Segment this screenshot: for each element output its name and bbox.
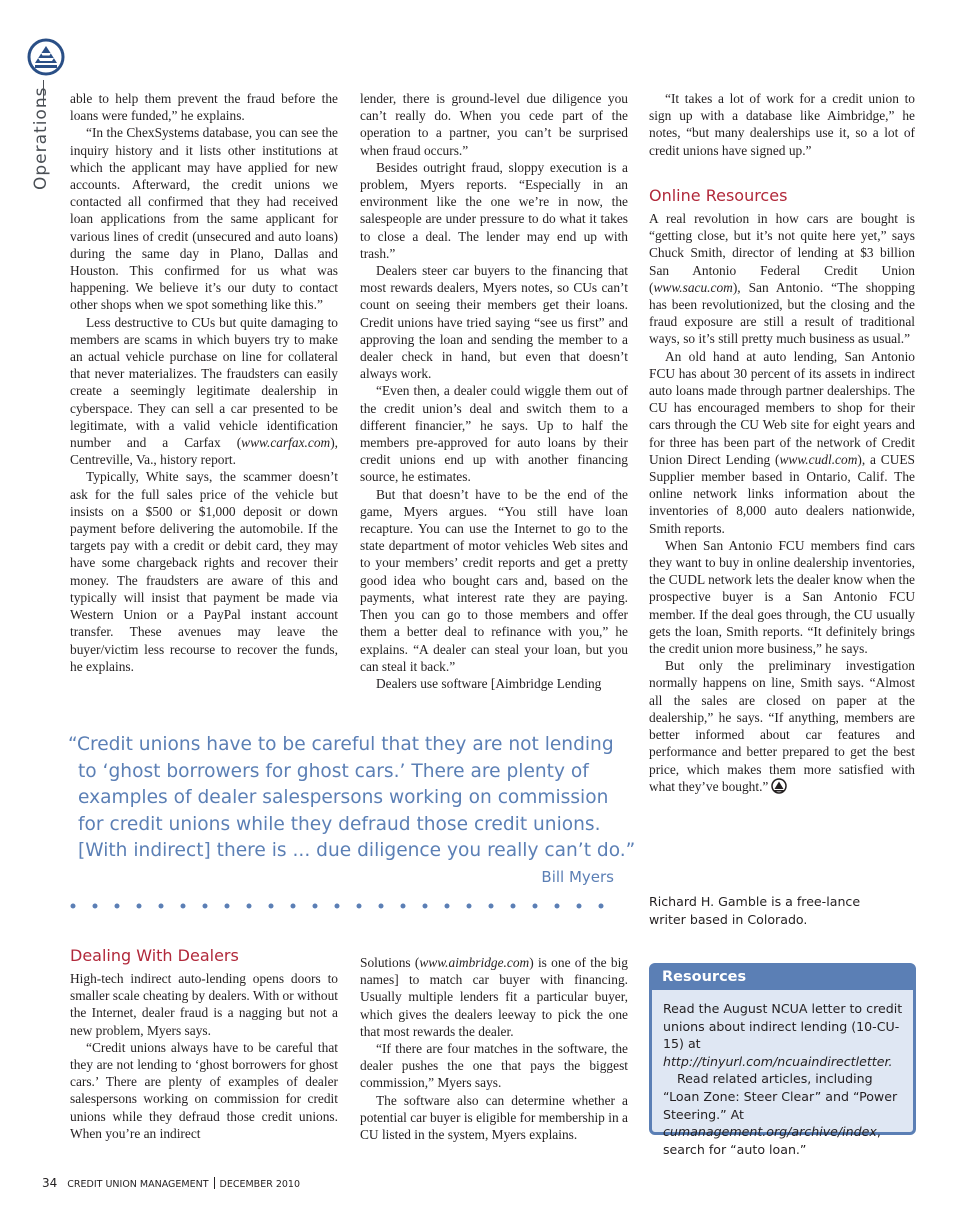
pull-quote-line: [With indirect] there is ... due diligence you really can’t do.” <box>78 840 636 861</box>
resources-sidebar <box>649 963 916 1157</box>
article-column-2 <box>360 90 628 692</box>
paragraph: “It takes a lot of work for a credit union to sign up with a database like Aimbridge,” he notes, “but many dealerships use it, so a lot of credit unions have signed up.” <box>649 91 915 158</box>
paragraph: But that doesn’t have to be the end of the game, Myers argues. “You still have loan recapture. You can use the Internet to go to the state department of motor vehicles Web sites and to your members’ credit reports and get a pretty good idea who bought cars and, based on the payments, what interest rate they are paying. Then you can go to those members and offer them a better deal to refinance with you,” he explains. “A dealer can steal your loan, but you can steal it back.” <box>360 486 628 674</box>
paragraph: Typically, White says, the scammer doesn’t ask for the full sales price of the vehicle but insists on a $500 or $1,000 deposit or down payment before delivering the automobile. If the targets pay with a credit or debit card, they may have some chargeback rights and recover their money. The fraudsters are aware of this and typically will insist that payment be made via Western Union or a PayPal instant account transfer. These avenues may leave the buyer/victim less recourse to recover the funds, he explains. <box>70 469 338 674</box>
paragraph: The software also can determine whether a potential car buyer is eligible for membership in a CU listed in the system, Myers explains. <box>360 1092 628 1143</box>
pull-quote-line: to ‘ghost borrowers for ghost cars.’ There are plenty of <box>78 760 589 782</box>
paragraph: “If there are four matches in the software, the dealer pushes the one that pays the biggest commission,” Myers says. <box>360 1041 628 1091</box>
paragraph: But only the preliminary investigation normally happens on line, Smith says. “Almost all the sales are closed on paper at the dealership,” he says. “If anything, members are better informed about car features and performance and better prepared to get the best price, which makes them more satisfied with what they’ve bought.” <box>649 658 915 794</box>
paragraph: Less destructive to CUs but quite damaging to members are scams in which buyers try to make an actual vehicle purchase on line for collateral that never materializes. The fraudsters can easily create a seemingly legitimate dealership in cyberspace. They can sell a car presented to be legitimate, with a valid vehicle identification number and a Carfax (www.carfax.com), Centreville, Va., history report. <box>70 314 338 468</box>
archive-link[interactable]: cumanagement.org/archive/index <box>663 1124 877 1140</box>
ncua-letter-link[interactable]: http://tinyurl.com/ncuaindirectletter. <box>663 1053 893 1069</box>
publication-name: CREDIT UNION MANAGEMENT <box>67 1179 209 1190</box>
pull-quote-line: examples of dealer salespersons working on commission <box>78 787 609 808</box>
paragraph: Besides outright fraud, sloppy execution is a problem, Myers reports. “Especially in an environment like the one we’re in now, the salespeople are under pressure to do what it takes to close a deal. The lender may end up with trash.” <box>360 159 628 261</box>
carfax-link[interactable]: www.carfax.com <box>241 435 331 451</box>
paragraph: High-tech indirect auto-lending opens doors to smaller scale cheating by dealers. With or without the Internet, dealer fraud is a nagging but not a new problem, Myers says. <box>70 971 338 1038</box>
pull-quote <box>68 732 636 865</box>
section-label: Operations <box>31 86 51 190</box>
paragraph: lender, there is ground-level due diligence you can’t really do. When you cede part of the operation to a partner, you can’t be surprised when fraud occurs.” <box>360 91 628 158</box>
sidebar-body <box>652 990 913 1158</box>
paragraph: Solutions (www.aimbridge.com) is one of the big names] to match car buyer with financing. Usually multiple lenders fit a particular buyer, which gives the dealers leeway to pick the one that most rewards the dealer. <box>360 955 628 1039</box>
cudl-link[interactable]: www.cudl.com <box>779 451 858 467</box>
pull-quote-attribution: Bill Myers <box>541 868 614 886</box>
paragraph: Dealers use software [Aimbridge Lending <box>376 675 602 691</box>
paragraph: “Even then, a dealer could wiggle them out of the credit union’s deal and switch them to a different financier,” he says. Up to half the members pre-approved for auto loans by their credit unions end up with another financing source, he estimates. <box>360 383 628 485</box>
subhead-online-resources: Online Resources <box>649 186 788 205</box>
article-column-3-continued <box>649 210 915 795</box>
page-footer <box>42 1176 300 1190</box>
paragraph: An old hand at auto lending, San Antonio FCU has about 30 percent of its assets in indirect auto loans made through partner dealerships. The CU has encouraged members to shop for their cars through the CU Web site for eight years and for three has been part of the network of Credit Union Direct Lending (www.cudl.com), a CUES Supplier member based in Ontario, Calif. The online network links information about the inventories of 8,000 auto dealers nationwide, Smith reports. <box>649 348 915 536</box>
pull-quote-line: for credit unions while they defraud those credit unions. <box>78 813 601 835</box>
aimbridge-link[interactable]: www.aimbridge.com <box>419 955 530 970</box>
pull-quote-line: “Credit unions have to be careful that they are not lending <box>68 734 614 755</box>
paragraph: “In the ChexSystems database, you can see the inquiry history and it lists other institutions at which the applicant may have applied for new accounts. Afterward, the credit unions we contacted all confirmed that they had received loan applications from the same applicant for various lines of credit (unsecured and auto loans) during the same day in Plano, Dallas and Houston. This confirmed for us what was happening. We believe it’s our duty to contact other shops when we spot something like this.” <box>70 125 338 313</box>
page-number: 34 <box>42 1176 58 1190</box>
paragraph: able to help them prevent the fraud before the loans were funded,” he explains. <box>70 91 338 124</box>
paragraph: “Credit unions always have to be careful that they are not lending to ‘ghost borrowers for ghost cars.’ There are plenty of examples of dealer salespersons working on commission for credit unions while they defraud those credit unions. When you’re an indirect <box>70 1039 338 1141</box>
paragraph: When San Antonio FCU members find cars they want to buy in online dealership inventories, the CUDL network lets the dealer know when the prospective buyer is a San Antonio FCU member. If the deal goes through, the CU usually gets the loan, Smith reports. “It definitely brings the credit union more business,” he says. <box>649 537 915 657</box>
footer-separator <box>214 1177 215 1189</box>
sidebar-paragraph: Read the August NCUA letter to credit unions about indirect lending (10-CU-15) at http://tinyurl.com/ncuaindirectletter. <box>663 1001 903 1069</box>
article-column-1 <box>70 90 338 675</box>
paragraph: Dealers steer car buyers to the financing that most rewards dealers, Myers notes, so CUs can’t count on seeing their members get their loans. Credit unions have tried saying “see us first” and approving the loan and sending the member to a dealer check in hand, but even that doesn’t always work. <box>360 263 628 382</box>
issue-date: DECEMBER 2010 <box>219 1179 300 1190</box>
paragraph: A real revolution in how cars are bought is “getting close, but it’s not quite here yet,” says Chuck Smith, director of lending at $3 billion San Antonio Federal Credit Union (www.sacu.com), San Antonio. “The shopping has been revolutionized, but the closing and the fraud exposure are still a result of traditional ways, so it’s still pretty much business as usual.” <box>649 211 915 347</box>
article-column-1-bottom <box>70 970 338 1142</box>
article-column-3 <box>649 90 915 159</box>
sacu-link[interactable]: www.sacu.com <box>653 279 733 295</box>
sidebar-title: Resources <box>652 966 913 990</box>
article-column-2-bottom <box>360 954 628 1143</box>
cues-logo-icon <box>27 38 65 76</box>
sidebar-paragraph: Read related articles, including “Loan Zone: Steer Clear” and “Power Steering.” At cumanagement.org/archive/index, search for “auto loan.” <box>663 1071 898 1157</box>
subhead-dealing-with-dealers: Dealing With Dealers <box>70 946 239 965</box>
end-mark-icon <box>771 778 787 794</box>
dotted-divider <box>70 900 618 912</box>
author-bio: Richard H. Gamble is a free-lance writer based in Colorado. <box>649 894 861 927</box>
